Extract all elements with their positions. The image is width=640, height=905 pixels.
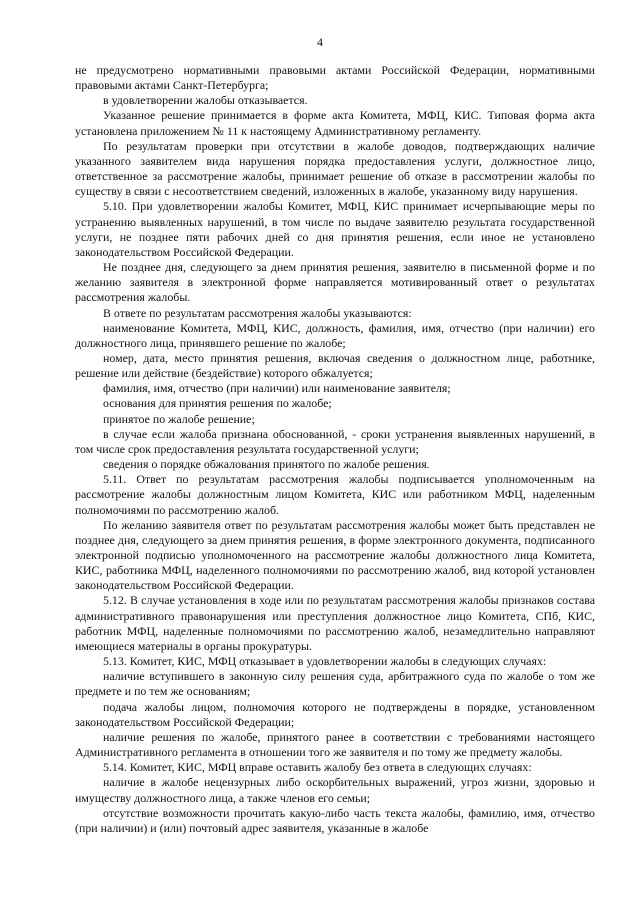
page-number: 4	[317, 35, 323, 49]
paragraph: наличие в жалобе нецензурных либо оскорбительных выражений, угроз жизни, здоровью и имуществу должностного лица, а также членов его семьи;	[75, 775, 595, 805]
document-body	[75, 63, 595, 836]
paragraph: В ответе по результатам рассмотрения жалобы указываются:	[103, 305, 412, 320]
paragraph: фамилия, имя, отчество (при наличии) или наименование заявителя;	[103, 381, 451, 396]
paragraph: в случае если жалоба признана обоснованной, - сроки устранения выявленных нарушений, в том числе срок предоставления результата государственной услуги;	[75, 426, 595, 456]
paragraph: По результатам проверки при отсутствии в жалобе доводов, подтверждающих наличие указанного заявителем вида нарушения порядка предоставления услуги, должностное лицо, ответственное за рассмотрение жалобы, принимает решение об отказе в рассмотрении жалобы по существу в связи с несоответствием сведений, изложенных в жалобе, указанному виду нарушения.	[75, 138, 595, 199]
paragraph: номер, дата, место принятия решения, включая сведения о должностном лице, работнике, решение или действие (бездействие) которого обжалуется;	[75, 350, 595, 381]
paragraph: Указанное решение принимается в форме акта Комитета, МФЦ, КИС. Типовая форма акта установлена приложением № 11 к настоящему Административному регламенту.	[75, 108, 595, 138]
paragraph: По желанию заявителя ответ по результатам рассмотрения жалобы может быть представлен не позднее дня, следующего за днем принятия решения, в форме электронного документа, подписанного электронной подписью уполномоченного на рассмотрение жалобы должностного лица Комитета, КИС, работника МФЦ, наделенного полномочиями по рассмотрению жалоб, вид которой установлен законодательством Российской Федерации.	[75, 517, 595, 593]
paragraph: сведения о порядке обжалования принятого по жалобе решения.	[103, 457, 430, 472]
paragraph: 5.11. Ответ по результатам рассмотрения жалобы подписывается уполномоченным на рассмотрение жалобы должностным лицом Комитета, КИС или работником МФЦ, наделенным полномочиями по рассмотрению жалоб.	[75, 472, 595, 517]
paragraph: не предусмотрено нормативными правовыми актами Российской Федерации, нормативными правовыми актами Санкт-Петербурга;	[75, 63, 595, 93]
paragraph: Не позднее дня, следующего за днем принятия решения, заявителю в письменной форме и по желанию заявителя в электронной форме направляется мотивированный ответ о результатах рассмотрения жалобы.	[75, 260, 595, 305]
paragraph: 5.13. Комитет, КИС, МФЦ отказывает в удовлетворении жалобы в следующих случаях:	[103, 654, 547, 669]
paragraph: 5.14. Комитет, КИС, МФЦ вправе оставить жалобу без ответа в следующих случаях:	[103, 760, 532, 775]
paragraph: 5.12. В случае установления в ходе или по результатам рассмотрения жалобы признаков состава административного правонарушения или преступления должностное лицо Комитета, СПб, КИС, работник МФЦ, наделенные полномочиями по рассмотрению жалоб, незамедлительно направляют имеющиеся материалы в органы прокуратуры.	[75, 593, 595, 653]
paragraph: наличие вступившего в законную силу решения суда, арбитражного суда по жалобе о том же предмете и по тем же основаниям;	[75, 669, 595, 699]
paragraph: наименование Комитета, МФЦ, КИС, должность, фамилия, имя, отчество (при наличии) его должностного лица, принявшего решение по жалобе;	[75, 320, 595, 350]
paragraph: принятое по жалобе решение;	[103, 411, 255, 426]
paragraph: подача жалобы лицом, полномочия которого не подтверждены в порядке, установленном законодательством Российской Федерации;	[75, 699, 595, 729]
paragraph: 5.10. При удовлетворении жалобы Комитет, МФЦ, КИС принимает исчерпывающие меры по устранению выявленных нарушений, в том числе по выдаче заявителю результата государственной услуги, не позднее пяти рабочих дней со дня принятия решения, если иное не установлено законодательством Российской Федерации.	[75, 199, 595, 259]
paragraph: отсутствие возможности прочитать какую-либо часть текста жалобы, фамилию, имя, отчество (при наличии) и (или) почтовый адрес заявителя, указанные в жалобе	[75, 805, 595, 835]
paragraph: основания для принятия решения по жалобе;	[103, 396, 332, 411]
paragraph: наличие решения по жалобе, принятого ранее в соответствии с требованиями настоящего Административного регламента в отношении того же заявителя и по тому же предмету жалобы.	[75, 729, 595, 760]
paragraph: в удовлетворении жалобы отказывается.	[103, 93, 308, 108]
